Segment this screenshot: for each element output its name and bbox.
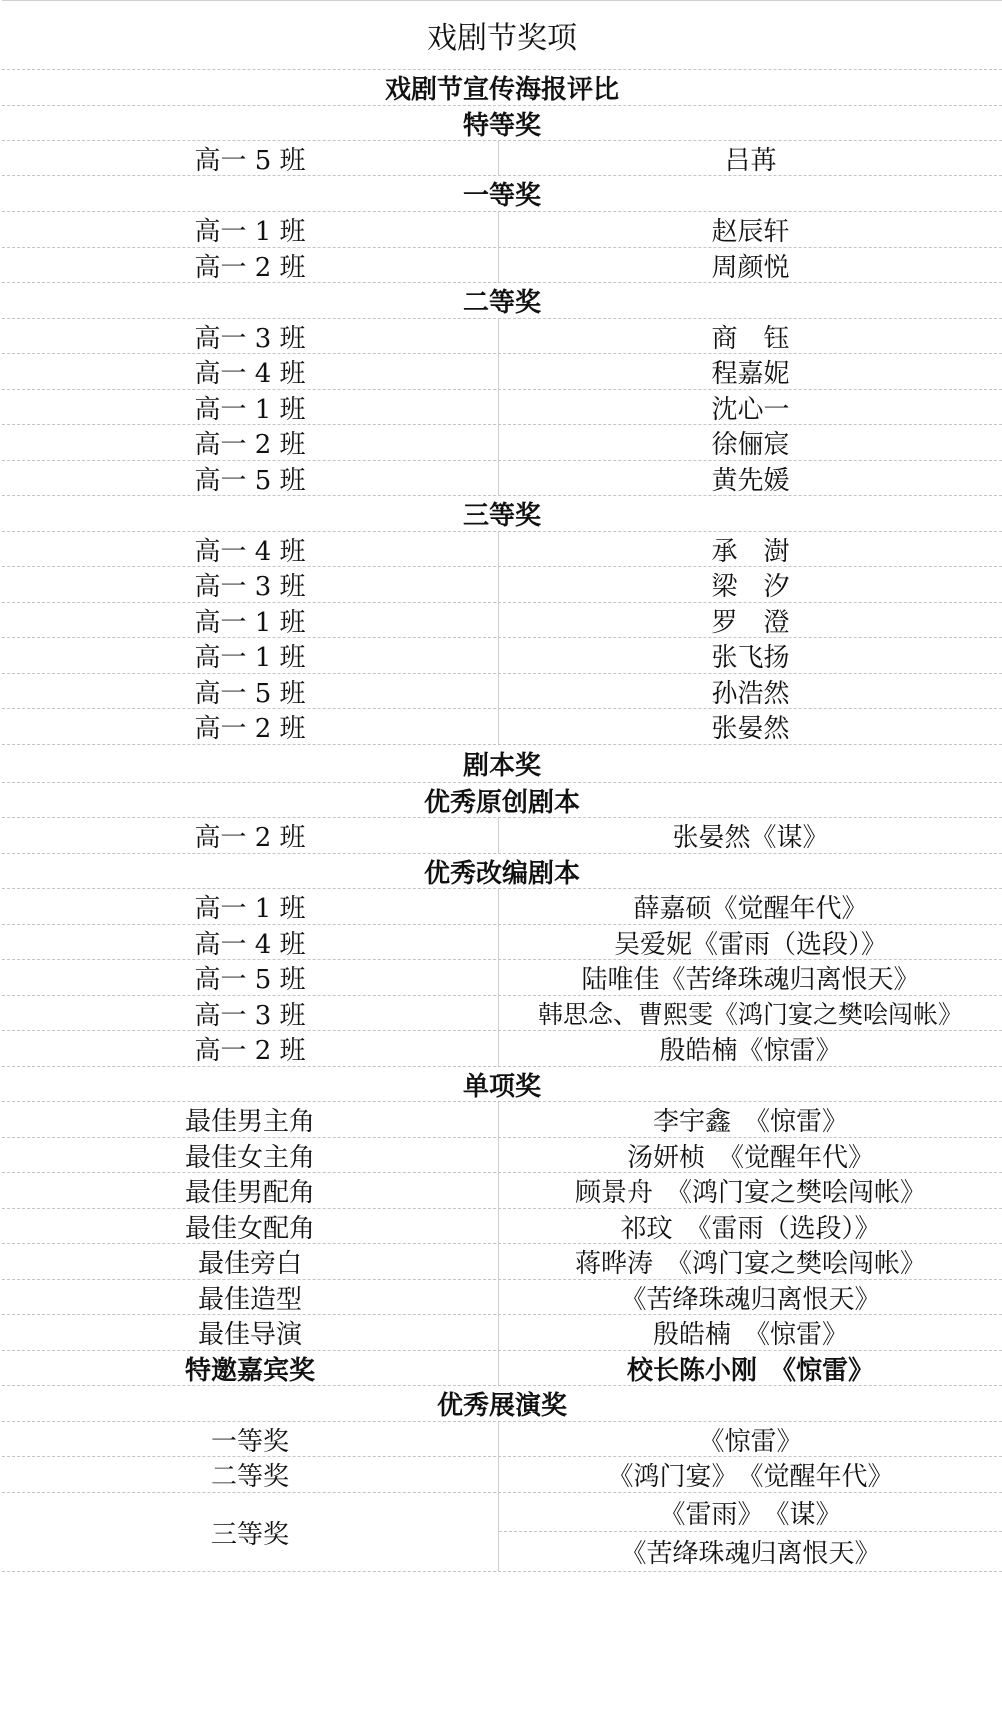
script-cell: 薛嘉硕《觉醒年代》 [633, 894, 868, 924]
awards-sheet [2, 0, 1002, 1572]
student-cell: 吕苒 [724, 145, 777, 175]
student-cell: 梁 汐 [711, 572, 790, 602]
class-cell: 高一 1 班 [2, 889, 499, 924]
sheet-title: 戏剧节奖项 [427, 21, 577, 56]
student-cell: 承 澍 [711, 536, 790, 566]
student-cell: 赵辰轩 [711, 217, 790, 247]
table-row [2, 1422, 1002, 1457]
table-row [2, 319, 1002, 354]
script-cell: 张晏然《谋》 [672, 823, 829, 853]
table-row [2, 996, 1002, 1031]
class-cell: 高一 2 班 [2, 248, 499, 282]
tier-row [2, 176, 1002, 212]
table-row [2, 1315, 1002, 1351]
class-cell: 高一 5 班 [2, 674, 499, 708]
award-cell: 最佳男主角 [2, 1102, 499, 1137]
winner-cell: 殷皓楠 《惊雷》 [652, 1320, 848, 1350]
table-row [2, 425, 1002, 461]
table-row [2, 1209, 1002, 1244]
student-cell: 罗 澄 [711, 607, 790, 637]
class-cell: 高一 5 班 [2, 960, 499, 995]
winner-cell: 《惊雷》 [698, 1426, 803, 1456]
class-cell: 高一 1 班 [2, 390, 499, 424]
table-row [2, 1102, 1002, 1138]
script-heading-row [2, 745, 1002, 783]
student-cell: 程嘉妮 [711, 359, 790, 389]
winner-cell: 《苦绛珠魂归离恨天》 [620, 1284, 881, 1314]
table-row [2, 925, 1002, 960]
student-cell: 徐俪宸 [711, 430, 790, 460]
winner-cell: 李宇鑫 《惊雷》 [652, 1107, 848, 1137]
table-row [2, 1031, 1002, 1067]
guest-winner-cell: 校长陈小刚 《惊雷》 [626, 1355, 874, 1385]
group-row [2, 783, 1002, 818]
table-row [2, 354, 1002, 390]
group-row [2, 854, 1002, 889]
student-cell: 孙浩然 [711, 678, 790, 708]
performance-heading: 优秀展演奖 [436, 1391, 567, 1421]
table-row [2, 212, 1002, 248]
award-cell: 三等奖 [2, 1493, 499, 1571]
winner-cell: 《雷雨》 《谋》 [499, 1493, 1002, 1532]
guest-row [2, 1351, 1002, 1386]
award-cell: 一等奖 [2, 1422, 499, 1456]
table-row [2, 1244, 1002, 1280]
table-row [2, 248, 1002, 283]
script-cell: 陆唯佳《苦绛珠魂归离恨天》 [581, 965, 920, 995]
winner-cell: 汤妍桢 《觉醒年代》 [626, 1142, 874, 1172]
script-heading: 剧本奖 [462, 751, 541, 781]
table-row [2, 141, 1002, 176]
table-row [2, 1138, 1002, 1173]
class-cell: 高一 2 班 [2, 1031, 499, 1066]
table-row [2, 461, 1002, 496]
award-cell: 最佳造型 [2, 1280, 499, 1314]
winner-cell: 祁玟 《雷雨（选段）》 [620, 1213, 881, 1243]
award-cell: 最佳旁白 [2, 1244, 499, 1279]
tier-label: 三等奖 [462, 501, 541, 531]
sheet-title-row [2, 0, 1002, 70]
tier-label: 特等奖 [462, 110, 541, 140]
table-row [2, 818, 1002, 854]
winner-cell: 《鸿门宴》 《觉醒年代》 [607, 1462, 894, 1492]
award-cell: 二等奖 [2, 1457, 499, 1492]
guest-award-cell: 特邀嘉宾奖 [2, 1351, 499, 1385]
winner-cell: 蒋晔涛 《鸿门宴之樊哙闯帐》 [574, 1249, 926, 1279]
tier-row [2, 496, 1002, 532]
class-cell: 高一 4 班 [2, 532, 499, 566]
award-cell: 最佳女主角 [2, 1138, 499, 1172]
tier-label: 二等奖 [462, 288, 541, 318]
class-cell: 高一 1 班 [2, 603, 499, 637]
class-cell: 高一 5 班 [2, 141, 499, 175]
award-cell: 最佳女配角 [2, 1209, 499, 1243]
script-cell: 吴爱妮《雷雨（选段）》 [613, 929, 887, 959]
table-row [2, 889, 1002, 925]
class-cell: 高一 2 班 [2, 425, 499, 460]
table-row [2, 960, 1002, 996]
group-label: 优秀原创剧本 [423, 787, 580, 817]
award-cell: 最佳男配角 [2, 1173, 499, 1208]
class-cell: 高一 2 班 [2, 709, 499, 744]
winner-stack [499, 1493, 1002, 1571]
student-cell: 黄先媛 [711, 465, 790, 495]
winner-cell: 《苦绛珠魂归离恨天》 [620, 1539, 881, 1569]
class-cell: 高一 2 班 [2, 818, 499, 853]
student-cell: 沈心一 [711, 394, 790, 424]
table-row [2, 567, 1002, 603]
individual-heading: 单项奖 [462, 1071, 541, 1101]
table-row [2, 709, 1002, 745]
table-row [2, 674, 1002, 709]
student-cell: 张飞扬 [711, 643, 790, 673]
class-cell: 高一 3 班 [2, 996, 499, 1030]
winner-cell: 顾景舟 《鸿门宴之樊哙闯帐》 [574, 1178, 926, 1208]
performance-heading-row [2, 1386, 1002, 1422]
class-cell: 高一 3 班 [2, 319, 499, 353]
award-cell: 最佳导演 [2, 1315, 499, 1350]
poster-heading: 戏剧节宣传海报评比 [384, 75, 619, 105]
student-cell: 周颜悦 [711, 252, 790, 282]
group-label: 优秀改编剧本 [423, 858, 580, 888]
tier-row [2, 106, 1002, 141]
table-row [2, 390, 1002, 425]
class-cell: 高一 1 班 [2, 212, 499, 247]
table-row [2, 1173, 1002, 1209]
table-row [2, 638, 1002, 674]
class-cell: 高一 5 班 [2, 461, 499, 495]
tier-row [2, 283, 1002, 319]
class-cell: 高一 1 班 [2, 638, 499, 673]
table-row [2, 1280, 1002, 1315]
table-row [2, 532, 1002, 567]
individual-heading-row [2, 1067, 1002, 1102]
poster-heading-row [2, 70, 1002, 106]
table-row [2, 603, 1002, 638]
student-cell: 张晏然 [711, 714, 790, 744]
table-row [2, 1457, 1002, 1493]
class-cell: 高一 4 班 [2, 925, 499, 959]
student-cell: 商 钰 [711, 323, 790, 353]
class-cell: 高一 4 班 [2, 354, 499, 389]
class-cell: 高一 3 班 [2, 567, 499, 602]
script-cell: 殷皓楠《惊雷》 [659, 1036, 842, 1066]
tier-label: 一等奖 [462, 181, 541, 211]
table-row [2, 1493, 1002, 1572]
script-cell: 韩思念、曹熙雯《鸿门宴之樊哙闯帐》 [537, 1000, 963, 1029]
